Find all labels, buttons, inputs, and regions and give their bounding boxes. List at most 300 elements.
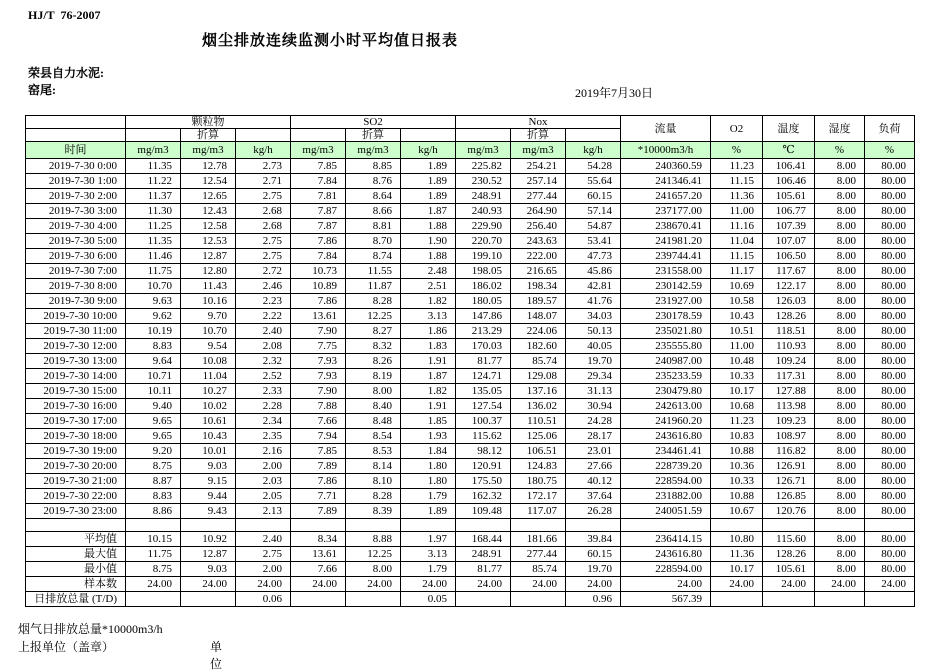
data-cell: 11.00 bbox=[711, 204, 763, 219]
data-cell: 8.76 bbox=[346, 174, 401, 189]
data-cell: 147.86 bbox=[456, 309, 511, 324]
data-cell: 10.88 bbox=[711, 489, 763, 504]
data-cell: 10.88 bbox=[711, 444, 763, 459]
location-label: 窑尾: bbox=[28, 83, 56, 97]
empty-cell bbox=[236, 519, 291, 532]
data-cell: 198.05 bbox=[456, 264, 511, 279]
data-cell: 127.88 bbox=[763, 384, 815, 399]
data-cell: 12.53 bbox=[181, 234, 236, 249]
data-cell: 8.00 bbox=[815, 489, 865, 504]
data-cell: 7.87 bbox=[291, 219, 346, 234]
data-cell: 7.87 bbox=[291, 204, 346, 219]
report-table bbox=[25, 115, 915, 607]
time-cell: 2019-7-30 21:00 bbox=[26, 474, 126, 489]
data-cell: 198.34 bbox=[511, 279, 566, 294]
data-cell: 11.23 bbox=[711, 159, 763, 174]
data-cell: 8.00 bbox=[815, 279, 865, 294]
data-cell: 8.00 bbox=[815, 324, 865, 339]
data-cell: 230.52 bbox=[456, 174, 511, 189]
data-cell: 116.82 bbox=[763, 444, 815, 459]
data-cell: 8.39 bbox=[346, 504, 401, 519]
summary-cell: 8.00 bbox=[346, 562, 401, 577]
data-cell: 9.70 bbox=[181, 309, 236, 324]
data-cell: 11.16 bbox=[711, 219, 763, 234]
summary-cell: 2.40 bbox=[236, 532, 291, 547]
data-cell: 8.00 bbox=[815, 204, 865, 219]
data-cell: 28.17 bbox=[566, 429, 621, 444]
data-cell: 248.91 bbox=[456, 189, 511, 204]
data-cell: 12.43 bbox=[181, 204, 236, 219]
empty-cell bbox=[566, 519, 621, 532]
data-cell: 8.00 bbox=[815, 414, 865, 429]
data-cell: 2.40 bbox=[236, 324, 291, 339]
data-cell: 9.44 bbox=[181, 489, 236, 504]
data-cell: 11.87 bbox=[346, 279, 401, 294]
summary-cell: 11.36 bbox=[711, 547, 763, 562]
data-cell: 2.52 bbox=[236, 369, 291, 384]
summary-cell: 11.75 bbox=[126, 547, 181, 562]
data-cell: 213.29 bbox=[456, 324, 511, 339]
data-cell: 11.55 bbox=[346, 264, 401, 279]
data-cell: 126.85 bbox=[763, 489, 815, 504]
data-cell: 243.63 bbox=[511, 234, 566, 249]
data-cell: 235555.80 bbox=[621, 339, 711, 354]
data-cell: 106.51 bbox=[511, 444, 566, 459]
summary-cell bbox=[865, 592, 915, 607]
data-cell: 54.28 bbox=[566, 159, 621, 174]
data-cell: 53.41 bbox=[566, 234, 621, 249]
data-cell: 126.71 bbox=[763, 474, 815, 489]
data-cell: 98.12 bbox=[456, 444, 511, 459]
report-unit-line bbox=[18, 638, 223, 671]
data-cell: 137.16 bbox=[511, 384, 566, 399]
data-cell: 1.89 bbox=[401, 174, 456, 189]
data-cell: 199.10 bbox=[456, 249, 511, 264]
empty-cell bbox=[126, 519, 181, 532]
summary-cell: 80.00 bbox=[865, 547, 915, 562]
empty-cell bbox=[291, 519, 346, 532]
data-cell: 1.91 bbox=[401, 354, 456, 369]
data-cell: 8.70 bbox=[346, 234, 401, 249]
data-cell: 109.48 bbox=[456, 504, 511, 519]
corner-blank-cell bbox=[26, 116, 126, 129]
data-cell: 8.19 bbox=[346, 369, 401, 384]
data-row bbox=[26, 219, 915, 234]
data-cell: 1.93 bbox=[401, 429, 456, 444]
data-cell: 117.67 bbox=[763, 264, 815, 279]
unit-cell: mg/m3 bbox=[126, 142, 181, 159]
data-cell: 10.58 bbox=[711, 294, 763, 309]
data-cell: 7.89 bbox=[291, 504, 346, 519]
data-cell: 81.77 bbox=[456, 354, 511, 369]
data-cell: 2.32 bbox=[236, 354, 291, 369]
group-nox: Nox bbox=[456, 116, 621, 129]
group-temp: 温度 bbox=[763, 116, 815, 142]
data-cell: 8.40 bbox=[346, 399, 401, 414]
data-cell: 8.00 bbox=[815, 384, 865, 399]
summary-cell: 8.75 bbox=[126, 562, 181, 577]
data-cell: 30.94 bbox=[566, 399, 621, 414]
data-cell: 1.88 bbox=[401, 219, 456, 234]
data-cell: 2.03 bbox=[236, 474, 291, 489]
data-cell: 7.85 bbox=[291, 159, 346, 174]
report-title: 烟尘排放连续监测小时平均值日报表 bbox=[201, 33, 458, 49]
unit-cell: mg/m3 bbox=[291, 142, 346, 159]
data-cell: 11.04 bbox=[711, 234, 763, 249]
data-cell: 1.87 bbox=[401, 369, 456, 384]
data-cell: 8.10 bbox=[346, 474, 401, 489]
data-cell: 105.61 bbox=[763, 189, 815, 204]
data-cell: 235233.59 bbox=[621, 369, 711, 384]
data-cell: 10.70 bbox=[181, 324, 236, 339]
summary-cell: 243616.80 bbox=[621, 547, 711, 562]
data-cell: 264.90 bbox=[511, 204, 566, 219]
data-cell: 1.89 bbox=[401, 189, 456, 204]
data-row bbox=[26, 339, 915, 354]
summary-row bbox=[26, 547, 915, 562]
data-cell: 129.08 bbox=[511, 369, 566, 384]
data-cell: 8.26 bbox=[346, 354, 401, 369]
blank-cell bbox=[26, 129, 126, 142]
data-row bbox=[26, 489, 915, 504]
summary-cell: 24.00 bbox=[865, 577, 915, 592]
data-cell: 1.80 bbox=[401, 459, 456, 474]
data-cell: 26.28 bbox=[566, 504, 621, 519]
data-cell: 8.64 bbox=[346, 189, 401, 204]
nox-converted-label: 折算 bbox=[511, 129, 566, 142]
summary-cell: 567.39 bbox=[621, 592, 711, 607]
data-cell: 80.00 bbox=[865, 369, 915, 384]
data-cell: 1.82 bbox=[401, 384, 456, 399]
empty-cell bbox=[711, 519, 763, 532]
summary-cell: 10.80 bbox=[711, 532, 763, 547]
data-cell: 8.86 bbox=[126, 504, 181, 519]
data-cell: 8.00 bbox=[815, 444, 865, 459]
data-cell: 1.79 bbox=[401, 489, 456, 504]
summary-label: 平均值 bbox=[26, 532, 126, 547]
data-cell: 9.64 bbox=[126, 354, 181, 369]
data-cell: 55.64 bbox=[566, 174, 621, 189]
data-cell: 10.67 bbox=[711, 504, 763, 519]
data-cell: 2.35 bbox=[236, 429, 291, 444]
time-cell: 2019-7-30 19:00 bbox=[26, 444, 126, 459]
time-cell: 2019-7-30 12:00 bbox=[26, 339, 126, 354]
summary-cell bbox=[815, 592, 865, 607]
data-cell: 45.86 bbox=[566, 264, 621, 279]
data-row bbox=[26, 204, 915, 219]
summary-cell: 10.17 bbox=[711, 562, 763, 577]
summary-cell: 115.60 bbox=[763, 532, 815, 547]
data-cell: 8.53 bbox=[346, 444, 401, 459]
data-cell: 1.80 bbox=[401, 474, 456, 489]
data-cell: 2.75 bbox=[236, 234, 291, 249]
data-cell: 8.83 bbox=[126, 489, 181, 504]
data-cell: 2.48 bbox=[401, 264, 456, 279]
data-cell: 80.00 bbox=[865, 444, 915, 459]
summary-cell: 24.00 bbox=[181, 577, 236, 592]
data-cell: 2.75 bbox=[236, 249, 291, 264]
empty-cell bbox=[181, 519, 236, 532]
summary-cell: 8.88 bbox=[346, 532, 401, 547]
summary-row bbox=[26, 562, 915, 577]
data-cell: 7.86 bbox=[291, 294, 346, 309]
data-cell: 10.68 bbox=[711, 399, 763, 414]
data-cell: 8.00 bbox=[815, 369, 865, 384]
pm-converted-label: 折算 bbox=[181, 129, 236, 142]
summary-cell: 24.00 bbox=[621, 577, 711, 592]
summary-cell: 24.00 bbox=[711, 577, 763, 592]
data-cell: 241981.20 bbox=[621, 234, 711, 249]
data-cell: 7.66 bbox=[291, 414, 346, 429]
data-cell: 180.75 bbox=[511, 474, 566, 489]
data-cell: 127.54 bbox=[456, 399, 511, 414]
data-cell: 237177.00 bbox=[621, 204, 711, 219]
blank-cell bbox=[126, 129, 181, 142]
summary-cell: 24.00 bbox=[566, 577, 621, 592]
data-cell: 172.17 bbox=[511, 489, 566, 504]
summary-cell: 105.61 bbox=[763, 562, 815, 577]
data-cell: 8.74 bbox=[346, 249, 401, 264]
summary-cell: 181.66 bbox=[511, 532, 566, 547]
data-row bbox=[26, 474, 915, 489]
data-cell: 9.63 bbox=[126, 294, 181, 309]
data-cell: 57.14 bbox=[566, 204, 621, 219]
data-cell: 42.81 bbox=[566, 279, 621, 294]
data-cell: 80.00 bbox=[865, 489, 915, 504]
summary-cell bbox=[456, 592, 511, 607]
data-cell: 12.87 bbox=[181, 249, 236, 264]
summary-cell: 24.00 bbox=[456, 577, 511, 592]
summary-cell: 24.00 bbox=[401, 577, 456, 592]
data-cell: 1.86 bbox=[401, 324, 456, 339]
data-cell: 11.25 bbox=[126, 219, 181, 234]
data-cell: 8.00 bbox=[815, 429, 865, 444]
summary-cell: 3.13 bbox=[401, 547, 456, 562]
data-cell: 1.82 bbox=[401, 294, 456, 309]
data-cell: 11.35 bbox=[126, 234, 181, 249]
data-cell: 7.71 bbox=[291, 489, 346, 504]
data-cell: 124.83 bbox=[511, 459, 566, 474]
data-cell: 7.94 bbox=[291, 429, 346, 444]
time-cell: 2019-7-30 3:00 bbox=[26, 204, 126, 219]
unit-cell: mg/m3 bbox=[456, 142, 511, 159]
data-cell: 257.14 bbox=[511, 174, 566, 189]
summary-cell: 24.00 bbox=[346, 577, 401, 592]
time-cell: 2019-7-30 11:00 bbox=[26, 324, 126, 339]
summary-cell: 236414.15 bbox=[621, 532, 711, 547]
empty-cell bbox=[815, 519, 865, 532]
data-row bbox=[26, 369, 915, 384]
spacer-row bbox=[26, 519, 915, 532]
time-cell: 2019-7-30 7:00 bbox=[26, 264, 126, 279]
data-cell: 100.37 bbox=[456, 414, 511, 429]
data-cell: 170.03 bbox=[456, 339, 511, 354]
data-cell: 1.87 bbox=[401, 204, 456, 219]
data-cell: 9.43 bbox=[181, 504, 236, 519]
data-cell: 8.00 bbox=[815, 474, 865, 489]
data-cell: 240.93 bbox=[456, 204, 511, 219]
data-cell: 8.00 bbox=[815, 189, 865, 204]
summary-cell: 1.97 bbox=[401, 532, 456, 547]
data-cell: 10.83 bbox=[711, 429, 763, 444]
data-cell: 109.23 bbox=[763, 414, 815, 429]
time-cell: 2019-7-30 9:00 bbox=[26, 294, 126, 309]
data-cell: 9.54 bbox=[181, 339, 236, 354]
data-cell: 1.84 bbox=[401, 444, 456, 459]
blank-cell bbox=[291, 129, 346, 142]
data-cell: 128.26 bbox=[763, 309, 815, 324]
data-cell: 117.07 bbox=[511, 504, 566, 519]
data-cell: 240051.59 bbox=[621, 504, 711, 519]
data-cell: 12.54 bbox=[181, 174, 236, 189]
data-cell: 11.22 bbox=[126, 174, 181, 189]
data-cell: 117.31 bbox=[763, 369, 815, 384]
group-load: 负荷 bbox=[865, 116, 915, 142]
summary-cell: 19.70 bbox=[566, 562, 621, 577]
summary-cell: 0.06 bbox=[236, 592, 291, 607]
data-cell: 241346.41 bbox=[621, 174, 711, 189]
data-cell: 80.00 bbox=[865, 234, 915, 249]
unit-label: 单位 bbox=[210, 640, 223, 671]
data-cell: 2.73 bbox=[236, 159, 291, 174]
unit-cell: kg/h bbox=[566, 142, 621, 159]
empty-cell bbox=[456, 519, 511, 532]
data-cell: 2.05 bbox=[236, 489, 291, 504]
data-cell: 9.20 bbox=[126, 444, 181, 459]
summary-cell: 12.87 bbox=[181, 547, 236, 562]
time-cell: 2019-7-30 13:00 bbox=[26, 354, 126, 369]
data-cell: 180.05 bbox=[456, 294, 511, 309]
data-cell: 106.77 bbox=[763, 204, 815, 219]
data-cell: 80.00 bbox=[865, 504, 915, 519]
empty-cell bbox=[763, 519, 815, 532]
data-cell: 2.51 bbox=[401, 279, 456, 294]
time-cell: 2019-7-30 6:00 bbox=[26, 249, 126, 264]
unit-cell: ℃ bbox=[763, 142, 815, 159]
time-cell: 2019-7-30 23:00 bbox=[26, 504, 126, 519]
unit-cell: mg/m3 bbox=[511, 142, 566, 159]
group-o2: O2 bbox=[711, 116, 763, 142]
data-cell: 10.17 bbox=[711, 384, 763, 399]
blank-cell bbox=[566, 129, 621, 142]
data-cell: 2.23 bbox=[236, 294, 291, 309]
summary-cell: 81.77 bbox=[456, 562, 511, 577]
data-row bbox=[26, 189, 915, 204]
data-cell: 8.00 bbox=[815, 459, 865, 474]
data-cell: 8.27 bbox=[346, 324, 401, 339]
data-cell: 8.85 bbox=[346, 159, 401, 174]
data-cell: 80.00 bbox=[865, 279, 915, 294]
data-cell: 60.15 bbox=[566, 189, 621, 204]
summary-cell: 168.44 bbox=[456, 532, 511, 547]
data-cell: 11.46 bbox=[126, 249, 181, 264]
data-cell: 8.81 bbox=[346, 219, 401, 234]
unit-cell: % bbox=[865, 142, 915, 159]
summary-label: 日排放总量 (T/D) bbox=[26, 592, 126, 607]
data-cell: 10.27 bbox=[181, 384, 236, 399]
data-cell: 243616.80 bbox=[621, 429, 711, 444]
data-cell: 240987.00 bbox=[621, 354, 711, 369]
data-cell: 7.75 bbox=[291, 339, 346, 354]
data-cell: 9.15 bbox=[181, 474, 236, 489]
data-cell: 80.00 bbox=[865, 399, 915, 414]
data-cell: 9.65 bbox=[126, 414, 181, 429]
data-cell: 125.06 bbox=[511, 429, 566, 444]
data-cell: 80.00 bbox=[865, 249, 915, 264]
data-cell: 11.15 bbox=[711, 249, 763, 264]
empty-cell bbox=[26, 519, 126, 532]
summary-row bbox=[26, 577, 915, 592]
data-cell: 230142.59 bbox=[621, 279, 711, 294]
empty-cell bbox=[621, 519, 711, 532]
data-cell: 107.39 bbox=[763, 219, 815, 234]
data-cell: 240360.59 bbox=[621, 159, 711, 174]
time-cell: 2019-7-30 8:00 bbox=[26, 279, 126, 294]
data-cell: 189.57 bbox=[511, 294, 566, 309]
time-cell: 2019-7-30 2:00 bbox=[26, 189, 126, 204]
summary-cell: 24.00 bbox=[291, 577, 346, 592]
data-cell: 7.86 bbox=[291, 234, 346, 249]
data-cell: 2.16 bbox=[236, 444, 291, 459]
data-cell: 1.89 bbox=[401, 504, 456, 519]
data-cell: 8.00 bbox=[815, 264, 865, 279]
data-cell: 41.76 bbox=[566, 294, 621, 309]
unit-cell: kg/h bbox=[236, 142, 291, 159]
summary-cell: 24.00 bbox=[126, 577, 181, 592]
data-cell: 80.00 bbox=[865, 429, 915, 444]
data-cell: 2.46 bbox=[236, 279, 291, 294]
data-cell: 24.28 bbox=[566, 414, 621, 429]
summary-cell: 128.26 bbox=[763, 547, 815, 562]
data-cell: 11.15 bbox=[711, 174, 763, 189]
summary-cell: 8.00 bbox=[815, 547, 865, 562]
data-cell: 8.00 bbox=[815, 309, 865, 324]
empty-cell bbox=[511, 519, 566, 532]
unit-cell: *10000m3/h bbox=[621, 142, 711, 159]
data-cell: 228739.20 bbox=[621, 459, 711, 474]
data-cell: 10.43 bbox=[181, 429, 236, 444]
data-cell: 231558.00 bbox=[621, 264, 711, 279]
data-cell: 19.70 bbox=[566, 354, 621, 369]
report-date: 2019年7月30日 bbox=[575, 86, 654, 100]
data-cell: 106.41 bbox=[763, 159, 815, 174]
data-cell: 1.89 bbox=[401, 159, 456, 174]
data-cell: 12.58 bbox=[181, 219, 236, 234]
data-cell: 224.06 bbox=[511, 324, 566, 339]
time-cell: 2019-7-30 10:00 bbox=[26, 309, 126, 324]
data-cell: 9.03 bbox=[181, 459, 236, 474]
data-cell: 80.00 bbox=[865, 414, 915, 429]
data-cell: 256.40 bbox=[511, 219, 566, 234]
data-cell: 47.73 bbox=[566, 249, 621, 264]
data-cell: 10.33 bbox=[711, 369, 763, 384]
data-cell: 80.00 bbox=[865, 189, 915, 204]
data-cell: 8.87 bbox=[126, 474, 181, 489]
data-cell: 13.61 bbox=[291, 309, 346, 324]
data-cell: 182.60 bbox=[511, 339, 566, 354]
data-cell: 10.11 bbox=[126, 384, 181, 399]
data-cell: 7.90 bbox=[291, 384, 346, 399]
data-cell: 2.13 bbox=[236, 504, 291, 519]
unit-cell: mg/m3 bbox=[346, 142, 401, 159]
data-cell: 11.04 bbox=[181, 369, 236, 384]
data-cell: 109.24 bbox=[763, 354, 815, 369]
data-cell: 10.19 bbox=[126, 324, 181, 339]
data-cell: 1.83 bbox=[401, 339, 456, 354]
summary-cell: 10.15 bbox=[126, 532, 181, 547]
time-cell: 2019-7-30 17:00 bbox=[26, 414, 126, 429]
header-group-row bbox=[26, 116, 915, 129]
